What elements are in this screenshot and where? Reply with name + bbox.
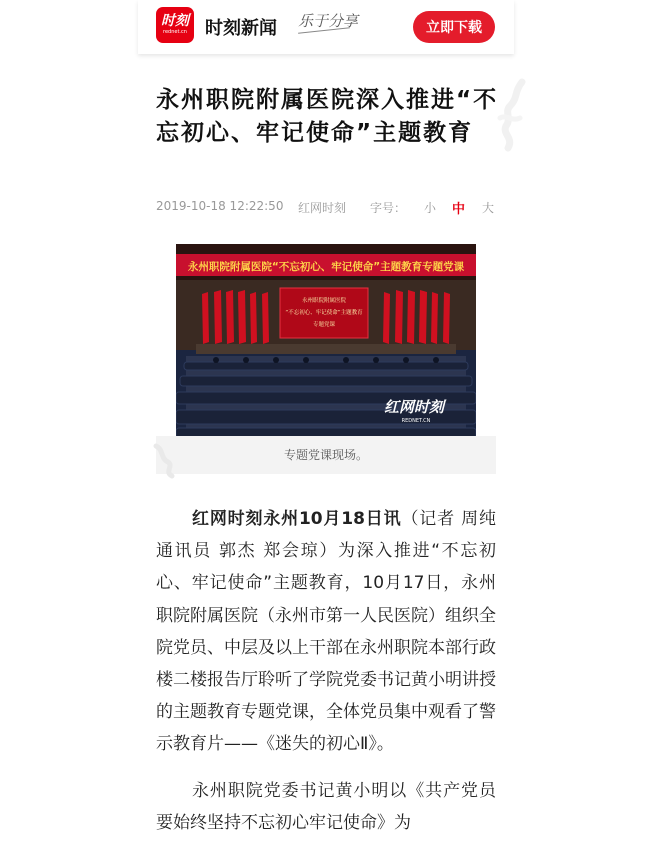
slogan: 乐于分享: [298, 12, 359, 30]
article-source[interactable]: 红网时刻: [298, 201, 347, 215]
font-size-large-button[interactable]: 大: [482, 201, 495, 215]
publish-time: 2019-10-18 12:22:50: [156, 199, 284, 213]
brush-watermark-icon: [150, 440, 184, 480]
paragraph-2: 永州职院党委书记黄小明以《共产党员要始终坚持不忘初心牢记使命》为: [156, 780, 496, 833]
app-logo-icon[interactable]: [156, 7, 194, 43]
page-container: [138, 0, 514, 861]
photo-caption: 专题党课现场。: [283, 448, 368, 462]
article-body: [156, 503, 496, 853]
font-size-label: 字号：: [370, 201, 407, 215]
app-header: [138, 0, 514, 54]
brand-name: 时刻新闻: [205, 18, 277, 39]
article-photo[interactable]: [176, 244, 476, 436]
paragraph-1: [156, 503, 496, 761]
lead-dateline: 红网时刻永州10月18日讯: [192, 509, 402, 529]
photo-banner-text: 永州职院附属医院“不忘初心、牢记使命”主题教育专题党课: [187, 261, 465, 273]
photo-watermark-sub: REDNET.CN: [401, 418, 431, 424]
brush-watermark-icon: [492, 78, 536, 158]
photo-screen-line3: 专题党课: [312, 322, 336, 328]
logo-text: 时刻: [161, 13, 189, 29]
photo-watermark: 红网时刻: [383, 398, 445, 416]
logo-subtext: rednet.cn: [163, 29, 187, 35]
article-meta: [156, 199, 496, 217]
font-size-medium-button[interactable]: 中: [452, 202, 466, 217]
article-title: 永州职院附属医院深入推进“不忘初心、牢记使命”主题教育: [156, 87, 499, 146]
photo-caption-box: [156, 436, 496, 474]
photo-screen-line1: 永州职院附属医院: [301, 298, 347, 304]
photo-screen-line2: “不忘初心、牢记使命”主题教育: [285, 310, 363, 316]
paragraph-1-text: （记者 周纯 通讯员 郭杰 郑会琼）为深入推进“不忘初心、牢记使命”主题教育，10月17日，永州职院附属医院（永州市第一人民医院）组织全院党员、中层及以上干部在永州职院本部行政楼二楼报告厅聆听了学院党委书记黄小明讲授的主题教育专题党课，全体党员集中观看了警示教育片——《迷失的初心Ⅱ》。: [156, 509, 496, 755]
font-size-small-button[interactable]: 小: [424, 201, 437, 215]
download-button[interactable]: 立即下载: [413, 11, 495, 43]
